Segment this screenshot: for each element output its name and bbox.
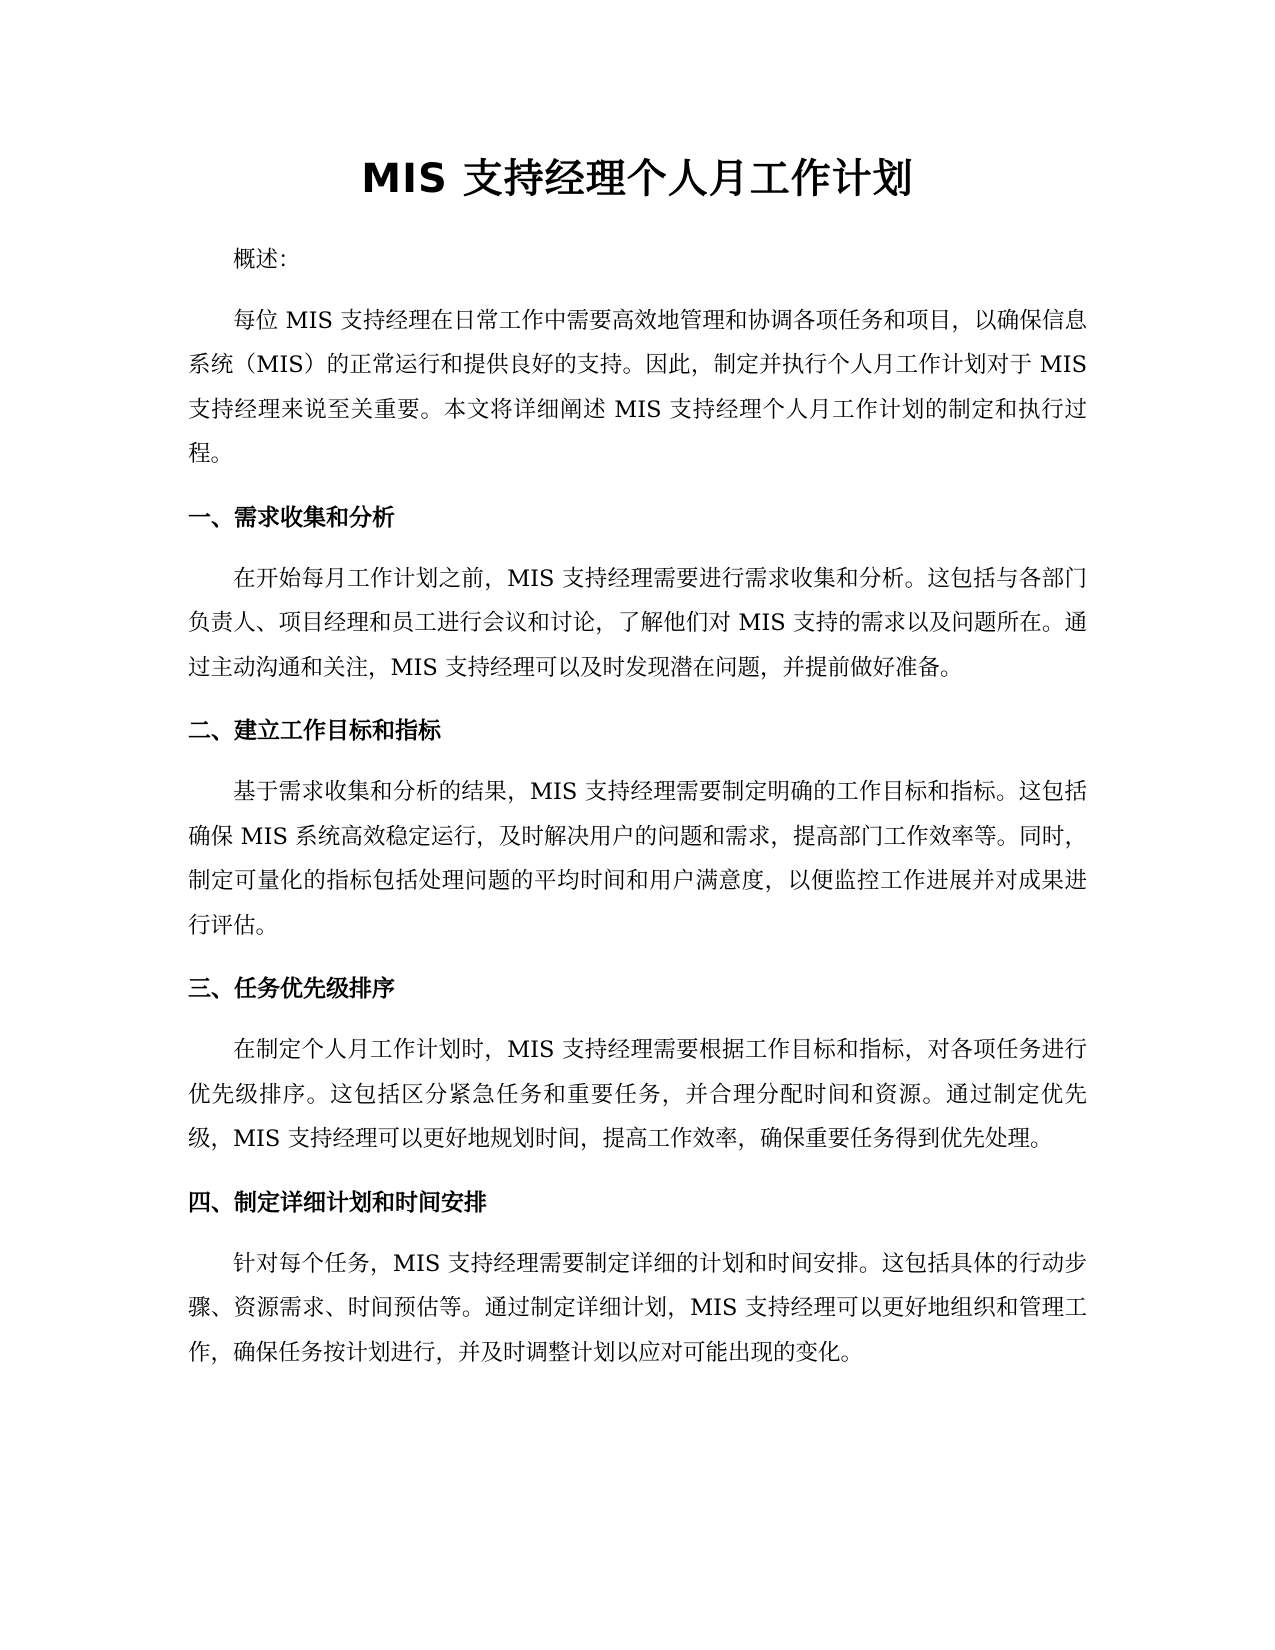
section-heading-schedule: 四、制定详细计划和时间安排 <box>188 1189 487 1216</box>
section-heading-goals: 二、建立工作目标和指标 <box>188 718 441 744</box>
section-body-goals: 基于需求收集和分析的结果，MIS 支持经理需要制定明确的工作目标和指标。这包括确保 MIS 系统高效稳定运行，及时解决用户的问题和需求，提高部门工作效率等。同时，制定可量化的指标包括处理问题的平均时间和用户满意度，以便监控工作进展并对成果进行评估。 <box>188 779 1087 939</box>
section-body-priority: 在制定个人月工作计划时，MIS 支持经理需要根据工作目标和指标，对各项任务进行优先级排序。这包括区分紧急任务和重要任务，并合理分配时间和资源。通过制定优先级，MIS 支持经理可以更好地规划时间，提高工作效率，确保重要任务得到优先处理。 <box>188 1037 1087 1152</box>
section-body-requirements: 在开始每月工作计划之前，MIS 支持经理需要进行需求收集和分析。这包括与各部门负责人、项目经理和员工进行会议和讨论，了解他们对 MIS 支持的需求以及问题所在。通过主动沟通和关注，MIS 支持经理可以及时发现潜在问题，并提前做好准备。 <box>188 565 1087 681</box>
section-heading-requirements: 一、需求收集和分析 <box>188 504 395 531</box>
section-heading-priority: 三、任务优先级排序 <box>188 976 395 1002</box>
overview-label: 概述： <box>233 247 301 273</box>
document-title: MIS 支持经理个人月工作计划 <box>361 156 914 202</box>
intro-paragraph: 每位 MIS 支持经理在日常工作中需要高效地管理和协调各项任务和项目，以确保信息系统（MIS）的正常运行和提供良好的支持。因此，制定并执行个人月工作计划对于 MIS 支持经理来说至关重要。本文将详细阐述 MIS 支持经理个人月工作计划的制定和执行过程。 <box>188 307 1087 467</box>
section-body-schedule: 针对每个任务，MIS 支持经理需要制定详细的计划和时间安排。这包括具体的行动步骤、资源需求、时间预估等。通过制定详细计划，MIS 支持经理可以更好地组织和管理工作，确保任务按计划进行，并及时调整计划以应对可能出现的变化。 <box>188 1250 1087 1366</box>
